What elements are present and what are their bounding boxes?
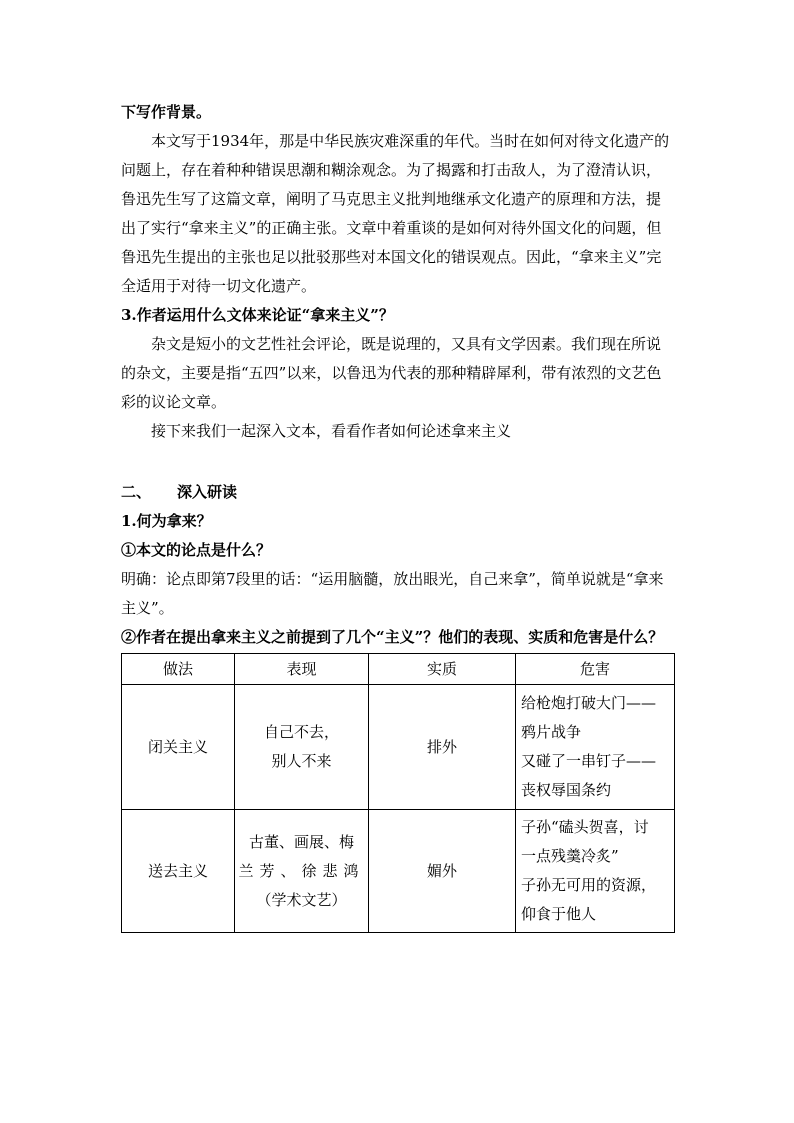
cell-behavior-line: 别人不来: [271, 752, 332, 770]
q3-heading: 3.作者运用什么文体来论证“拿来主义”？: [121, 306, 394, 324]
document-content: [121, 98, 674, 933]
cell-practice: 送去主义: [122, 810, 235, 933]
cell-essence: 排外: [369, 685, 516, 810]
cell-harm-line: 给枪炮打破大门——: [521, 694, 657, 712]
header-harm: 危害: [516, 654, 675, 685]
background-paragraph: 本文写于1934年，那是中华民族灾难深重的年代。当时在如何对待文化遗产的问题上，存在着种种错误思潮和糊涂观念。为了揭露和打击敌人，为了澄清认识，鲁迅先生写了这篇文章，阐明了马克思主义批判地继承文化遗产的原理和方法，提出了实行“拿来主义”的正确主张。文章中着重谈的是如何对待外国文化的问题，但鲁迅先生提出的主张也足以批驳那些对本国文化的错误观点。因此，“拿来主义”完全适用于对待一切文化遗产。: [121, 132, 670, 295]
table-header-row: [122, 654, 675, 685]
section2-heading: [121, 478, 674, 507]
transition-sentence: 接下来我们一起深入文本，看看作者如何论述拿来主义: [151, 422, 512, 440]
cell-harm-line: 丧权辱国条约: [521, 781, 612, 799]
cell-essence: 媚外: [369, 810, 516, 933]
table-row: [122, 685, 675, 810]
table-row: [122, 810, 675, 933]
q3-paragraph: 杂文是短小的文艺性社会评论，既是说理的，又具有文学因素。我们现在所说的杂文，主要是指“五四”以来，以鲁迅为代表的那种精辟犀利，带有浓烈的文艺色彩的议论文章。: [121, 335, 662, 411]
header-behavior: 表现: [235, 654, 369, 685]
sub2-heading: ②作者在提出拿来主义之前提到了几个“主义”？他们的表现、实质和危害是什么？: [121, 628, 664, 646]
spacer: [121, 446, 674, 476]
cell-practice: 闭关主义: [122, 685, 235, 810]
cell-harm-line: 仰食于他人: [521, 905, 597, 923]
section2-number: 二、: [121, 483, 152, 501]
cell-harm-line: 鸦片战争: [521, 723, 582, 741]
cell-behavior-line: 自己不去，: [263, 723, 339, 741]
header-practice: 做法: [122, 654, 235, 685]
cell-behavior-line: 兰芳、徐悲鸿: [238, 861, 365, 880]
sub1-heading: ①本文的论点是什么？: [121, 541, 272, 559]
cell-harm: [516, 685, 675, 810]
cell-harm-line: 又碰了一串钉子——: [521, 752, 657, 770]
cell-harm: [516, 810, 675, 933]
cell-harm-line: 子孙无可用的资源，: [521, 876, 657, 894]
q1-heading: 1.何为拿来？: [121, 512, 212, 530]
cell-harm-line: 一点残羹冷炙”: [521, 847, 619, 865]
header-essence: 实质: [369, 654, 516, 685]
cell-harm-line: 子孙“磕头贺喜，讨: [521, 818, 649, 836]
cell-behavior: [235, 685, 369, 810]
sub1-answer: 明确：论点即第7段里的话：“运用脑髓，放出眼光，自己来拿”，简单说就是“拿来主义”。: [121, 570, 664, 617]
isms-table: [121, 653, 675, 933]
cell-behavior: [235, 810, 369, 933]
background-heading: 下写作背景。: [121, 103, 212, 121]
section2-title: 深入研读: [177, 483, 238, 501]
cell-behavior-line: （学术文艺）: [256, 890, 347, 909]
cell-behavior-line: 古董、画展、梅: [248, 832, 354, 851]
